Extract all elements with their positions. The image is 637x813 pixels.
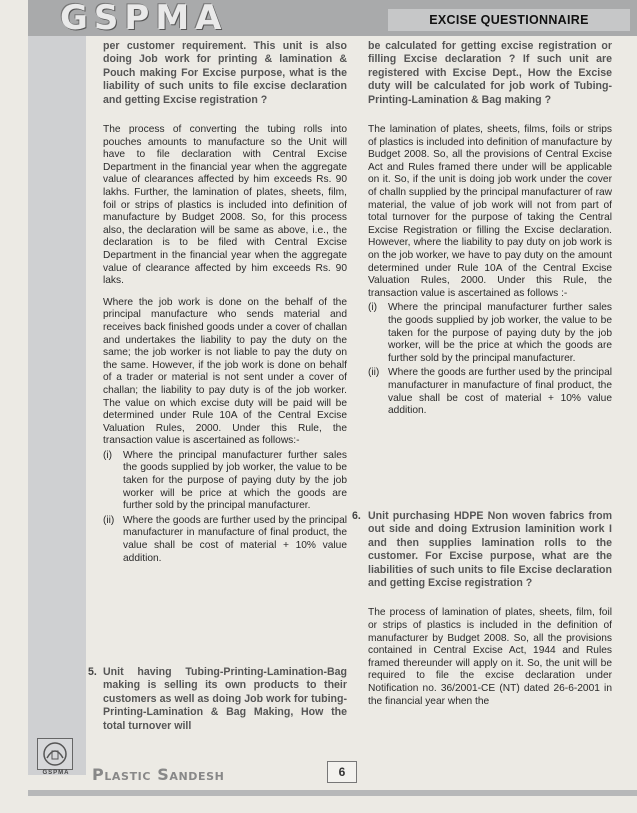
question-text: Unit having Tubing-Printing-Lamination-Bag making is selling its own products to their customers as well as doing Job work for tubing-Printing-Lamination & Bag Making, How the total turnover will (103, 666, 347, 732)
question-text: Unit purchasing HDPE Non woven fabrics from out side and doing Extrusion laminition work I and then supplies lamination rolls to the customer. For Excise purpose, what are the liabilities of such units to file Excise declaration and getting Excise registration ? (368, 510, 612, 590)
page-number: 6 (327, 761, 357, 783)
list-item-label: (i) (103, 449, 113, 461)
answer-paragraph: The process of converting the tubing rolls into pouches amounts to manufacture so the Unit will have to file declaration with Central Excise Department in the financial year when the aggregate value of clearances affected by him exceeds Rs. 90 lakhs. Further, the lamination of plates, sheets, film, foil or strips of plastics is included into definition of manufacture by Budget 2008. So, for this process also, the declaration will be same as above, i.e., the declaration is to be filed with Central Excise Department in the financial year when the aggregate value of clearance affected by him exceeds Rs. 90 laks. (103, 124, 347, 287)
question-number: 5. (88, 666, 97, 678)
question-continuation: be calculated for getting excise registration or filling Excise declaration ? If such unit are registered with Excise Dept., How the Excise duty will be calculated for job work of Tubing-Printing-Lamination & Bag making ? (368, 40, 612, 106)
left-sidebar-band (28, 0, 86, 775)
question-block (368, 510, 612, 717)
list-item (103, 450, 347, 513)
list-item-label: (ii) (368, 367, 380, 379)
list-item (103, 515, 347, 565)
list-item-text: Where the goods are further used by the principal manufacturer in manufacture of final product, the value shall be cost of material + 10% value addition. (123, 514, 347, 564)
brand-logo-text: GSPMA (60, 0, 228, 38)
answer-paragraph: The lamination of plates, sheets, films, foils or strips of plastics is included into definition of manufacture by Budget 2008. So, all the provisions of Central Excise Act and Rules framed there under will be applicable on it. So, if the unit is doing job work under the cover of challn supplied by the principal manufacturer of raw material, the value of job work will not from part of total turnover for the purpose of taking the Central Excise Registration or filling the Excise declaration. However, where the liability to pay duty on job work is on the job worker, we have to pay duty on the amount determined under Rule 10A of the Central Excise Valuation Rules, 2000. Under this Rule, the transaction value is ascertained as follows :- (368, 124, 612, 299)
right-column (368, 40, 612, 420)
logo-caption: GSPMA (42, 770, 70, 776)
list-item (368, 367, 612, 417)
list-item-text: Where the principal manufacturer further sales the goods supplied by job worker, the value to be taken for the purpose of paying duty by the job worker will be price at which the goods are further sold by the principal manufacturer. (123, 449, 347, 512)
answer-paragraph: The process of lamination of plates, sheets, film, foil or strips of plastics is included in the definition of manufacturer by Budget 2008. So, all the provisions contained in Central Excise Act, 1944 and Rules framed thereunder will apply on it. So, the unit will be required to file the excise declaration under Notification no. 36/2001-CE (NT) dated 26-6-2001 in the financial year when the (368, 607, 612, 707)
answer-paragraph: Where the job work is done on the behalf of the principal manufacture who sends material and receives back finished goods under a cover of challan and undertakes the liability to pay the duty on the same; the job worker is not liable to pay the duty on the same. However, if the job work is done on behalf of a trader or material is not sent under a cover of challan; the liability to pay duty is of the job worker. The value on which excise duty will be paid will be determined under Rule 10A of the Central Excise Valuation Rules, 2000. Under this Rule, the transaction value is ascertained as follows:- (103, 296, 347, 447)
section-title: EXCISE QUESTIONNAIRE (388, 9, 630, 31)
gspma-logo-icon (37, 738, 73, 770)
list-item-text: Where the principal manufacturer further sales the goods supplied by job worker, the value to be taken for the purpose of paying duty by the job worker, will be the price at which the goods are further sold by the principal manufacturer. (388, 302, 612, 364)
left-column (103, 40, 347, 567)
list-item-text: Where the goods are further used by the principal manufacturer in manufacture of final product, the value shall be cost of material + 10% value addition. (388, 367, 612, 417)
question-continuation: per customer requirement. This unit is also doing Job work for printing & lamination & Pouch making For Excise purpose, what is the liability of such units to file excise declaration and getting Excise registration ? (103, 40, 347, 106)
question-block (103, 666, 347, 742)
question-number: 6. (352, 510, 361, 522)
list-item (368, 302, 612, 365)
list-item-label: (i) (368, 302, 378, 314)
list-item-label: (ii) (103, 514, 115, 526)
footer-bar (28, 790, 637, 796)
magazine-title: Plastic Sandesh (92, 765, 225, 784)
